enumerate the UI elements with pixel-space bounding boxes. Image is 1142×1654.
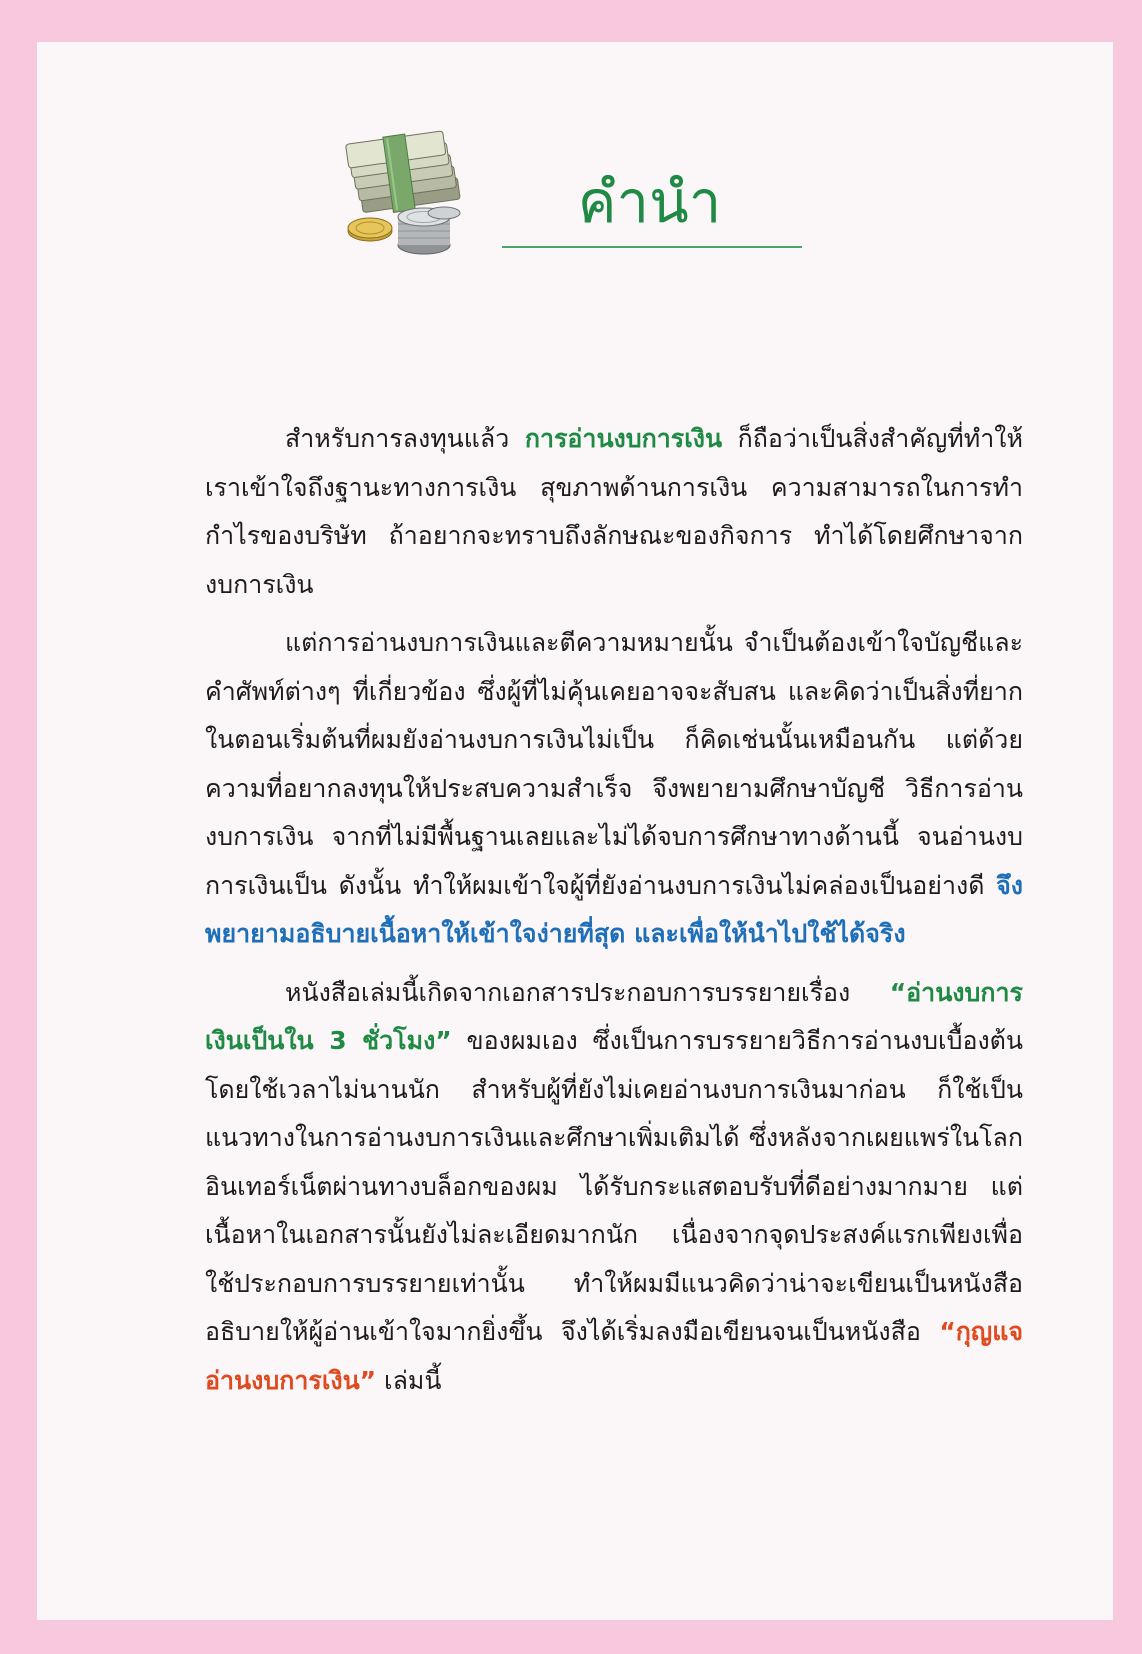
paragraph-2-text-a: แต่การอ่านงบการเงินและตีความหมายนั้น จำเป็นต้องเข้าใจบัญชีและคำศัพท์ต่างๆ ที่เกี่ยวข้อง ซึ่งผู้ที่ไม่คุ้นเคยอาจจะสับสน และคิดว่าเป็นสิ่งที่ยาก ในตอนเริ่มต้นที่ผมยังอ่านงบการเงินไม่เป็น ก็คิดเช่นนั้นเหมือนกัน แต่ด้วยความที่อยากลงทุนให้ประสบความสำเร็จ จึงพยายามศึกษาบัญชี วิธีการอ่านงบการเงิน จากที่ไม่มีพื้นฐานเลยและไม่ได้จบการศึกษาทางด้านนี้ จนอ่านงบการเงินเป็น ดังนั้น ทำให้ผมเข้าใจผู้ที่ยังอ่านงบการเงินไม่คล่องเป็นอย่างดี bbox=[205, 628, 1023, 900]
page bbox=[37, 42, 1113, 1620]
paragraph-3-text-b: ของผมเอง ซึ่งเป็นการบรรยายวิธีการอ่านงบเบื้องต้น โดยใช้เวลาไม่นานนัก สำหรับผู้ที่ยังไม่เคยอ่านงบการเงินมาก่อน ก็ใช้เป็นแนวทางในการอ่านงบการเงินและศึกษาเพิ่มเติมได้ ซึ่งหลังจากเผยแพร่ในโลกอินเทอร์เน็ตผ่านทางบล็อกของผม ได้รับกระแสตอบรับที่ดีอย่างมากมาย แต่เนื้อหาในเอกสารนั้นยังไม่ละเอียดมากนัก เนื่องจากจุดประสงค์แรกเพียงเพื่อใช้ประกอบการบรรยายเท่านั้น ทำให้ผมมีแนวคิดว่าน่าจะเขียนเป็นหนังสืออธิบายให้ผู้อ่านเข้าใจมากยิ่งขึ้น จึงได้เริ่มลงมือเขียนจนเป็นหนังสือ bbox=[205, 1026, 1023, 1346]
paragraph-1-text-a: สำหรับการลงทุนแล้ว bbox=[285, 424, 525, 453]
highlight-lecture-title: “อ่านงบการเงินเป็นใน 3 ชั่วโมง” bbox=[205, 977, 1023, 1055]
header bbox=[332, 127, 802, 307]
title-underline bbox=[502, 246, 802, 248]
paragraph-1 bbox=[205, 415, 1023, 609]
paragraph-3 bbox=[205, 969, 1023, 1406]
highlight-financial-statement-reading: การอ่านงบการเงิน bbox=[524, 424, 723, 453]
paragraph-3-text-a: หนังสือเล่มนี้เกิดจากเอกสารประกอบการบรรยายเรื่อง bbox=[285, 977, 890, 1007]
highlight-book-title: “กุญแจอ่านงบการเงิน” bbox=[205, 1317, 1023, 1395]
money-stack-coins-icon bbox=[332, 127, 472, 257]
paragraph-1-text-b: ก็ถือว่าเป็นสิ่งสำคัญที่ทำให้เราเข้าใจถึงฐานะทางการเงิน สุขภาพด้านการเงิน ความสามารถในการทำกำไรของบริษัท ถ้าอยากจะทราบถึงลักษณะของกิจการ ทำได้โดยศึกษาจากงบการเงิน bbox=[205, 424, 1023, 599]
body-text bbox=[205, 415, 1023, 1415]
page-title: คำนำ bbox=[577, 168, 722, 236]
paragraph-2 bbox=[205, 619, 1023, 959]
highlight-easy-explanation: จึงพยายามอธิบายเนื้อหาให้เข้าใจง่ายที่สุด และเพื่อให้นำไปใช้ได้จริง bbox=[205, 870, 1023, 948]
paragraph-3-text-c: เล่มนี้ bbox=[376, 1365, 442, 1395]
